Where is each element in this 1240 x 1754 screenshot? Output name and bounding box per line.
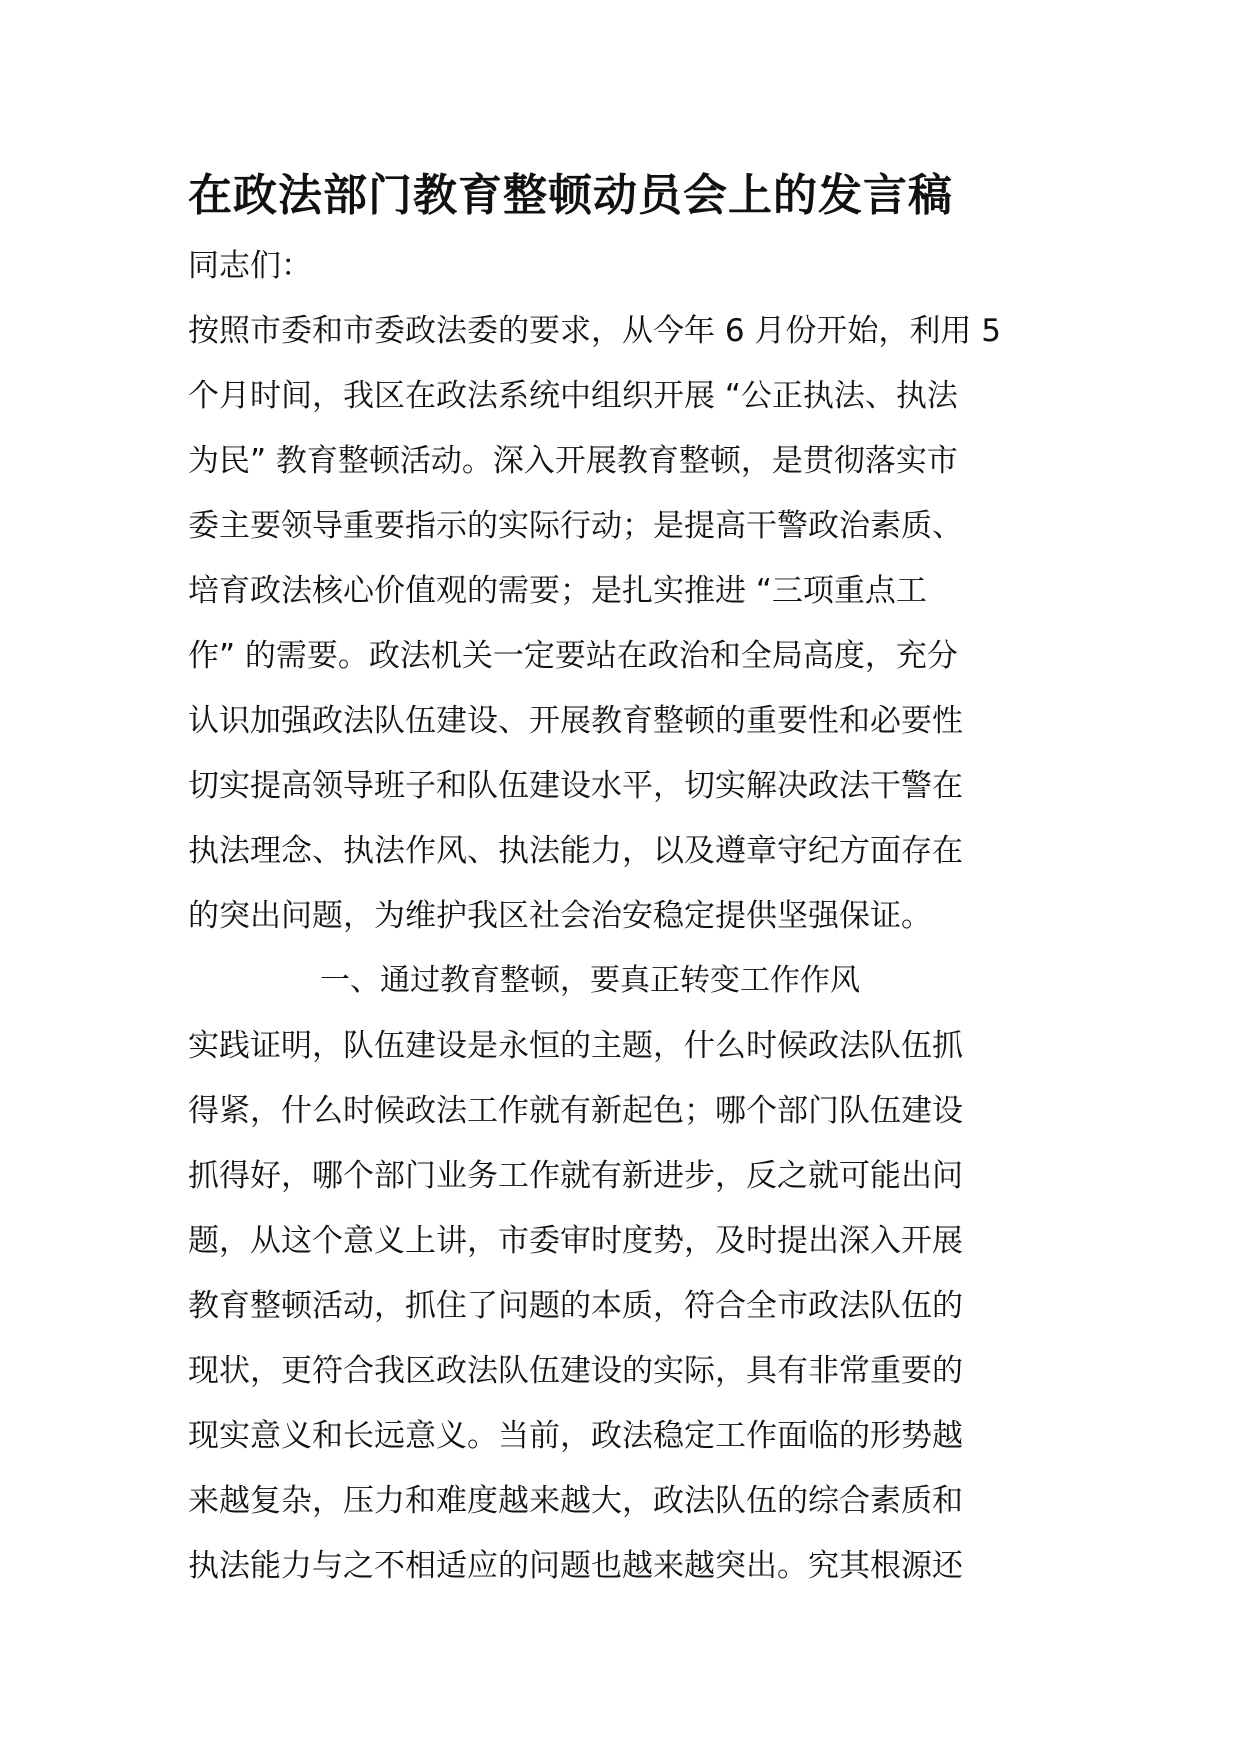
body-line: 个月时间，我区在政法系统中组织开展 “公正执法、执法	[188, 378, 958, 414]
salutation-line: 同志们：	[188, 248, 312, 284]
section-heading: 一、通过教育整顿，要真正转变工作作风	[320, 963, 860, 998]
body-line: 切实提高领导班子和队伍建设水平，切实解决政法干警在	[188, 768, 963, 804]
body-line: 题，从这个意义上讲，市委审时度势，及时提出深入开展	[188, 1223, 963, 1259]
document-title: 在政法部门教育整顿动员会上的发言稿	[188, 170, 953, 221]
body-line: 认识加强政法队伍建设、开展教育整顿的重要性和必要性	[188, 703, 963, 739]
body-line: 按照市委和市委政法委的要求，从今年 6 月份开始，利用 5	[188, 313, 1002, 349]
body-line: 教育整顿活动，抓住了问题的本质，符合全市政法队伍的	[188, 1288, 963, 1324]
body-line: 现实意义和长远意义。当前，政法稳定工作面临的形势越	[188, 1418, 963, 1454]
body-line: 执法能力与之不相适应的问题也越来越突出。究其根源还	[188, 1548, 963, 1584]
body-line: 执法理念、执法作风、执法能力，以及遵章守纪方面存在	[188, 833, 963, 869]
body-line: 为民” 教育整顿活动。深入开展教育整顿，是贯彻落实市	[188, 443, 958, 479]
body-line: 委主要领导重要指示的实际行动；是提高干警政治素质、	[188, 508, 963, 544]
body-line: 现状，更符合我区政法队伍建设的实际，具有非常重要的	[188, 1353, 963, 1389]
body-line: 抓得好，哪个部门业务工作就有新进步，反之就可能出问	[188, 1158, 963, 1194]
body-line: 实践证明，队伍建设是永恒的主题，什么时候政法队伍抓	[188, 1028, 963, 1064]
body-line: 得紧，什么时候政法工作就有新起色；哪个部门队伍建设	[188, 1093, 963, 1129]
body-line: 培育政法核心价值观的需要；是扎实推进 “三项重点工	[188, 573, 927, 609]
body-line: 来越复杂，压力和难度越来越大，政法队伍的综合素质和	[188, 1483, 963, 1519]
body-line: 作” 的需要。政法机关一定要站在政治和全局高度，充分	[188, 638, 958, 674]
body-line: 的突出问题，为维护我区社会治安稳定提供坚强保证。	[188, 898, 932, 934]
document-body	[188, 236, 1068, 1601]
